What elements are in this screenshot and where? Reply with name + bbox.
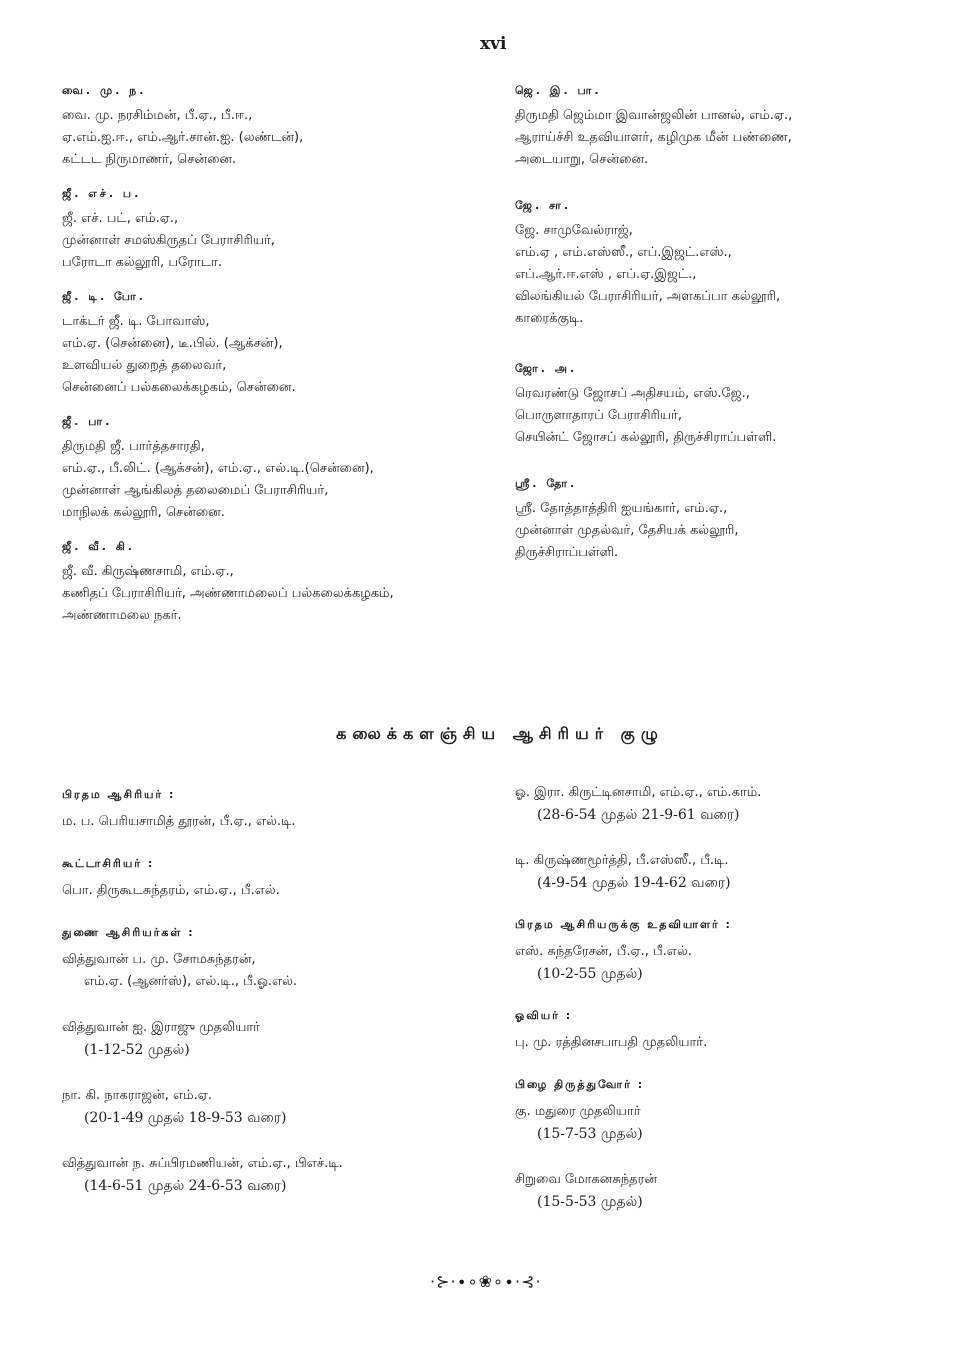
editor-qualification: எம்.ஏ. (ஆனர்ஸ்), எல்.டி., பீ.ஓ.எல். [84, 974, 298, 989]
editor-block [62, 1085, 482, 1129]
editor-name: ம. ப. பெரியசாமித் தூரன், பீ.ஏ., எல்.டி. [62, 814, 296, 829]
editorial-right-column [515, 782, 935, 1237]
contributor-code: ஜீ. எச். ப. [62, 187, 142, 200]
editor-block [62, 857, 482, 902]
editorial-board-heading: கலைக்களஞ்சிய ஆசிரியர் குழு [336, 724, 664, 743]
editor-role: கூட்டாசிரியர் : [62, 857, 155, 870]
editor-block [62, 1017, 482, 1061]
footer-ornament-icon: ·⊱·∙∘❀∘∙·⊰· [430, 1272, 542, 1291]
contributor-code: ஜீ. டி. போ. [62, 290, 146, 303]
contributor-line: வை. மு. நரசிம்மன், பீ.ஏ., பீ.ஈ., [62, 108, 253, 123]
contributors-left-column [62, 84, 482, 643]
contributor-line: எம்.ஏ., பீ.லிட். (ஆக்சன்), எம்.ஏ., எல்.டி.(சென்னை), [62, 461, 374, 476]
contributor-entry [515, 362, 935, 449]
contributor-line: கணிதப் பேராசிரியர், அண்ணாமலைப் பல்கலைக்கழகம், [62, 586, 394, 601]
contributor-line: அண்ணாமலை நகர். [62, 608, 182, 623]
contributor-line: ஜீ. வீ. கிருஷ்ணசாமி, எம்.ஏ., [62, 564, 234, 579]
editorial-left-column [62, 788, 482, 1221]
editor-name: நா. கி. நாகராஜன், எம்.ஏ. [62, 1088, 212, 1103]
contributor-code: ஸ்ரீ. தோ. [515, 477, 578, 490]
contributor-line: உளவியல் துறைத் தலைவர், [62, 358, 227, 373]
contributor-line: ஏ.எம்.ஐ.ஈ., எம்.ஆர்.சான்.ஐ. (லண்டன்), [62, 130, 304, 145]
contributor-entry [62, 290, 482, 399]
contributor-entry [62, 540, 482, 627]
contributor-line: எப்.ஆர்.ஈ.எஸ் , எப்.ஏ.இஜட்., [515, 267, 697, 282]
editor-block [515, 850, 935, 894]
editor-name: கு. மதுரை முதலியார் [515, 1104, 641, 1119]
editor-block [515, 918, 935, 985]
editor-block [62, 926, 482, 993]
editor-name: சிறுவை மோகனசுந்தரன் [515, 1172, 657, 1187]
editor-name: வித்துவான் ப. மு. சோமசுந்தரன், [62, 952, 256, 967]
contributor-entry [62, 415, 482, 524]
editor-name: பொ. திருகூடசுந்தரம், எம்.ஏ., பீ.எல். [62, 883, 280, 898]
editor-dates: (14-6-51 முதல் 24-6-53 வரை) [84, 1178, 287, 1194]
contributor-line: ஆராய்ச்சி உதவியாளர், கழிமுக மீன் பண்ணை, [515, 130, 792, 145]
editor-name: வித்துவான் ந. சுப்பிரமணியன், எம்.ஏ., பிஎச்.டி. [62, 1156, 343, 1171]
contributor-line: முன்னாள் சமஸ்கிருதப் பேராசிரியர், [62, 233, 275, 248]
editor-role: துணை ஆசிரியர்கள் : [62, 926, 195, 939]
contributor-line: திருமதி ஜீ. பார்த்தசாரதி, [62, 439, 205, 454]
contributor-line: விலங்கியல் பேராசிரியர், அளகப்பா கல்லூரி, [515, 289, 781, 304]
editor-role: பிரதம ஆசிரியருக்கு உதவியாளர் : [515, 918, 732, 931]
editor-dates: (20-1-49 முதல் 18-9-53 வரை) [84, 1110, 287, 1126]
contributor-line: கட்டட நிருமாணர், சென்னை. [62, 152, 237, 167]
editor-block [515, 782, 935, 826]
editor-block [62, 1153, 482, 1197]
contributor-entry [515, 84, 935, 171]
contributor-line: ஜீ. எச். பட், எம்.ஏ., [62, 211, 179, 226]
editor-role: பிரதம ஆசிரியர் : [62, 788, 176, 801]
editor-block [515, 1078, 935, 1145]
contributor-entry [515, 477, 935, 564]
editor-block [62, 788, 482, 833]
contributor-line: முன்னாள் ஆங்கிலத் தலைமைப் பேராசிரியர், [62, 483, 329, 498]
editor-block [515, 1009, 935, 1054]
contributor-code: ஜெ. இ. பா. [515, 84, 602, 97]
editor-dates: (15-7-53 முதல்) [537, 1126, 643, 1142]
contributor-entry [515, 199, 935, 330]
contributors-right-column [515, 84, 935, 580]
contributor-code: வை. மு. ந. [62, 84, 147, 97]
contributor-line: எம்.ஏ. (சென்னை), டீ.பில். (ஆக்சன்), [62, 336, 283, 351]
editor-dates: (15-5-53 முதல்) [537, 1194, 643, 1210]
editor-role: பிழை திருத்துவோர் : [515, 1078, 645, 1091]
editor-name: டி. கிருஷ்ணமூர்த்தி, பீ.எஸ்ஸீ., பீ.டி. [515, 853, 729, 868]
editor-dates: (1-12-52 முதல்) [84, 1042, 190, 1058]
contributor-line: மாநிலக் கல்லூரி, சென்னை. [62, 505, 225, 520]
contributor-line: ஸ்ரீ. தோத்தாத்திரி ஐயங்கார், எம்.ஏ., [515, 501, 728, 516]
contributor-line: காரைக்குடி. [515, 311, 584, 326]
editor-name: பு. மு. ரத்தினசபாபதி முதலியார். [515, 1035, 708, 1050]
contributor-entry [62, 84, 482, 171]
contributor-line: முன்னாள் முதல்வர், தேசியக் கல்லூரி, [515, 523, 739, 538]
editor-name: எஸ். சுந்தரேசன், பீ.ஏ., பீ.எல். [515, 944, 692, 959]
editor-name: வித்துவான் ஐ. இராஜு முதலியார் [62, 1020, 260, 1035]
contributor-line: பரோடா கல்லூரி, பரோடா. [62, 255, 222, 270]
contributor-line: செயின்ட் ஜோசப் கல்லூரி, திருச்சிராப்பள்ளி. [515, 430, 777, 445]
contributor-line: திருமதி ஜெம்மா இவான்ஜலின் பானல், எம்.ஏ., [515, 108, 793, 123]
editor-name: ஓ. இரா. கிருட்டினசாமி, எம்.ஏ., எம்.காம். [515, 785, 762, 800]
editor-dates: (4-9-54 முதல் 19-4-62 வரை) [537, 875, 731, 891]
contributor-line: பொருளாதாரப் பேராசிரியர், [515, 408, 682, 423]
page-number: xvi [480, 34, 507, 54]
editor-block [515, 1169, 935, 1213]
contributor-line: எம்.ஏ , எம்.எஸ்ஸீ., எப்.இஜட்.எஸ்., [515, 245, 732, 260]
contributor-line: டாக்டர் ஜீ. டி. போவாஸ், [62, 314, 210, 329]
contributor-line: சென்னைப் பல்கலைக்கழகம், சென்னை. [62, 380, 296, 395]
editor-dates: (28-6-54 முதல் 21-9-61 வரை) [537, 807, 740, 823]
contributor-code: ஜோ. அ. [515, 362, 578, 375]
contributor-line: அடையாறு, சென்னை. [515, 152, 649, 167]
contributor-code: ஜீ. வீ. கி. [62, 540, 135, 553]
contributor-code: ஜே. சா. [515, 199, 572, 212]
contributor-line: ஜே. சாமுவேல்ராஜ், [515, 223, 633, 238]
editor-dates: (10-2-55 முதல்) [537, 966, 643, 982]
contributor-entry [62, 187, 482, 274]
editor-role: ஓவியர் : [515, 1009, 573, 1022]
contributor-code: ஜீ. பா. [62, 415, 113, 428]
contributor-line: திருச்சிராப்பள்ளி. [515, 545, 619, 560]
contributor-line: ரெவரண்டு ஜோசப் அதிசயம், எஸ்.ஜே., [515, 386, 750, 401]
